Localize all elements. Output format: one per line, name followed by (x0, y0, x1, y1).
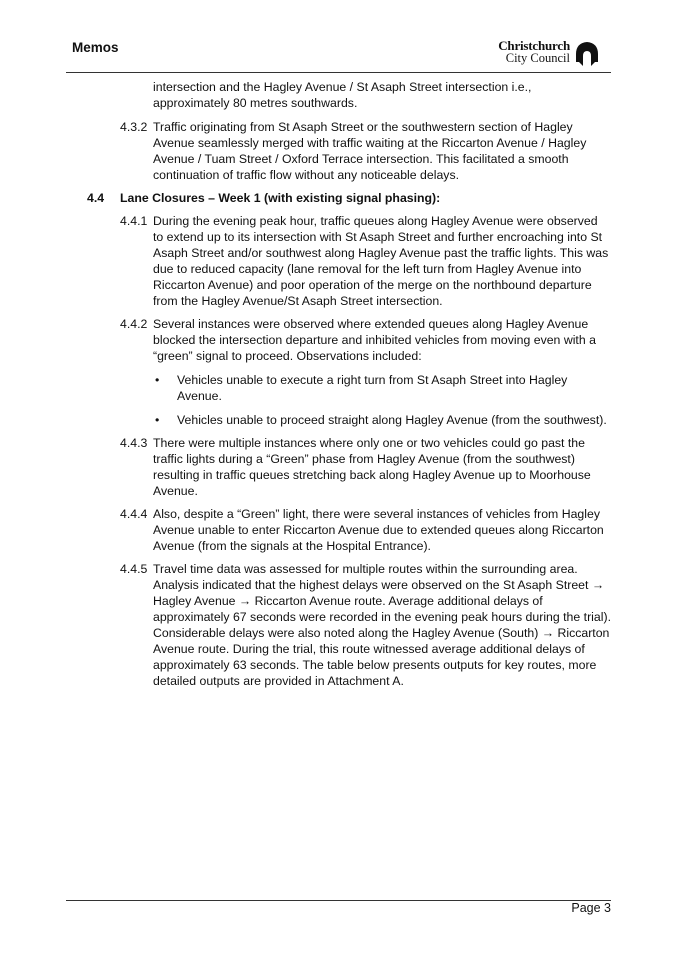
section-4-4-3 (120, 435, 611, 499)
section-4-4-4 (120, 506, 611, 554)
cathedral-arch-logo-icon (574, 40, 600, 66)
bullet-item (155, 372, 611, 404)
memo-header-title: Memos (72, 40, 119, 55)
section-number: 4.3.2 (120, 120, 148, 134)
section-number: 4.4.1 (120, 214, 148, 228)
section-text: Also, despite a “Green” light, there were several instances of vehicles from Hagley Avenue unable to enter Riccarton Avenue due to extended queues along Riccarton Avenue (from the signals at the Hospital Entrance). (153, 507, 604, 553)
section-4-4-5 (120, 561, 611, 689)
section-number: 4.4 (87, 191, 105, 205)
christchurch-city-council-logo (498, 39, 602, 69)
continued-paragraph: intersection and the Hagley Avenue / St Asaph Street intersection i.e., approximately 80 metres southwards. (153, 80, 532, 110)
header-divider (66, 72, 611, 73)
section-text: Travel time data was assessed for multiple routes within the surrounding area. Analysis indicated that the highest delays were observed on the St Asaph Street → Hagley Avenue → Riccarton Avenue route. Average additional delays of approximately 67 seconds were recorded in the evening peak hours during the trial). Considerable delays were also noted along the Hagley Avenue (South) → Riccarton Avenue route. During the trial, this route witnessed average additional delays of approximately 63 seconds. The table below presents outputs for key routes, more detailed outputs are provided in Attachment A. (153, 562, 611, 688)
bullet-icon: • (155, 373, 160, 387)
logo-text (498, 40, 570, 64)
section-text: Several instances were observed where extended queues along Hagley Avenue blocked the intersection departure and inhibited vehicles from moving even with a “green” signal to proceed. Observations included: (153, 317, 596, 363)
logo-line-1: Christchurch (498, 38, 570, 53)
section-4-4-2 (120, 316, 611, 364)
section-number: 4.4.5 (120, 562, 148, 576)
section-4-4-1 (120, 213, 611, 309)
bullet-text: Vehicles unable to proceed straight along Hagley Avenue (from the southwest). (177, 413, 607, 427)
bullet-icon: • (155, 413, 160, 427)
page-number: Page 3 (571, 901, 611, 915)
bullet-item (155, 412, 611, 428)
logo-line-2: City Council (505, 51, 570, 65)
memo-body (0, 79, 675, 689)
section-text: During the evening peak hour, traffic queues along Hagley Avenue were observed to extend up to its intersection with St Asaph Street and further encroaching into St Asaph Street and/or southwest along Hagley Avenue past the traffic lights. This was due to reduced capacity (lane removal for the left turn from Hagley Avenue into Riccarton Avenue) and poor operation of the merge on the northbound departure from the Hagley Avenue/St Asaph Street intersection. (153, 214, 609, 308)
section-number: 4.4.3 (120, 436, 148, 450)
section-text: Traffic originating from St Asaph Street or the southwestern section of Hagley Avenue seamlessly merged with traffic waiting at the Riccarton Avenue / Hagley Avenue / Tuam Street / Oxford Terrace intersection. This facilitated a smooth continuation of traffic flow without any noticeable delays. (153, 120, 587, 182)
section-4-4-heading (87, 190, 675, 206)
section-number: 4.4.4 (120, 507, 148, 521)
section-text: There were multiple instances where only one or two vehicles could go past the traffic lights during a “Green” phase from Hagley Avenue (from the southwest) resulting in traffic queues stretching back along Hagley Avenue up to Moorhouse Avenue. (153, 436, 591, 498)
section-4-3-2 (120, 119, 611, 183)
footer-divider (66, 900, 611, 901)
bullet-text: Vehicles unable to execute a right turn from St Asaph Street into Hagley Avenue. (177, 373, 568, 403)
section-number: 4.4.2 (120, 317, 148, 331)
section-heading-text: Lane Closures – Week 1 (with existing signal phasing): (120, 191, 441, 205)
